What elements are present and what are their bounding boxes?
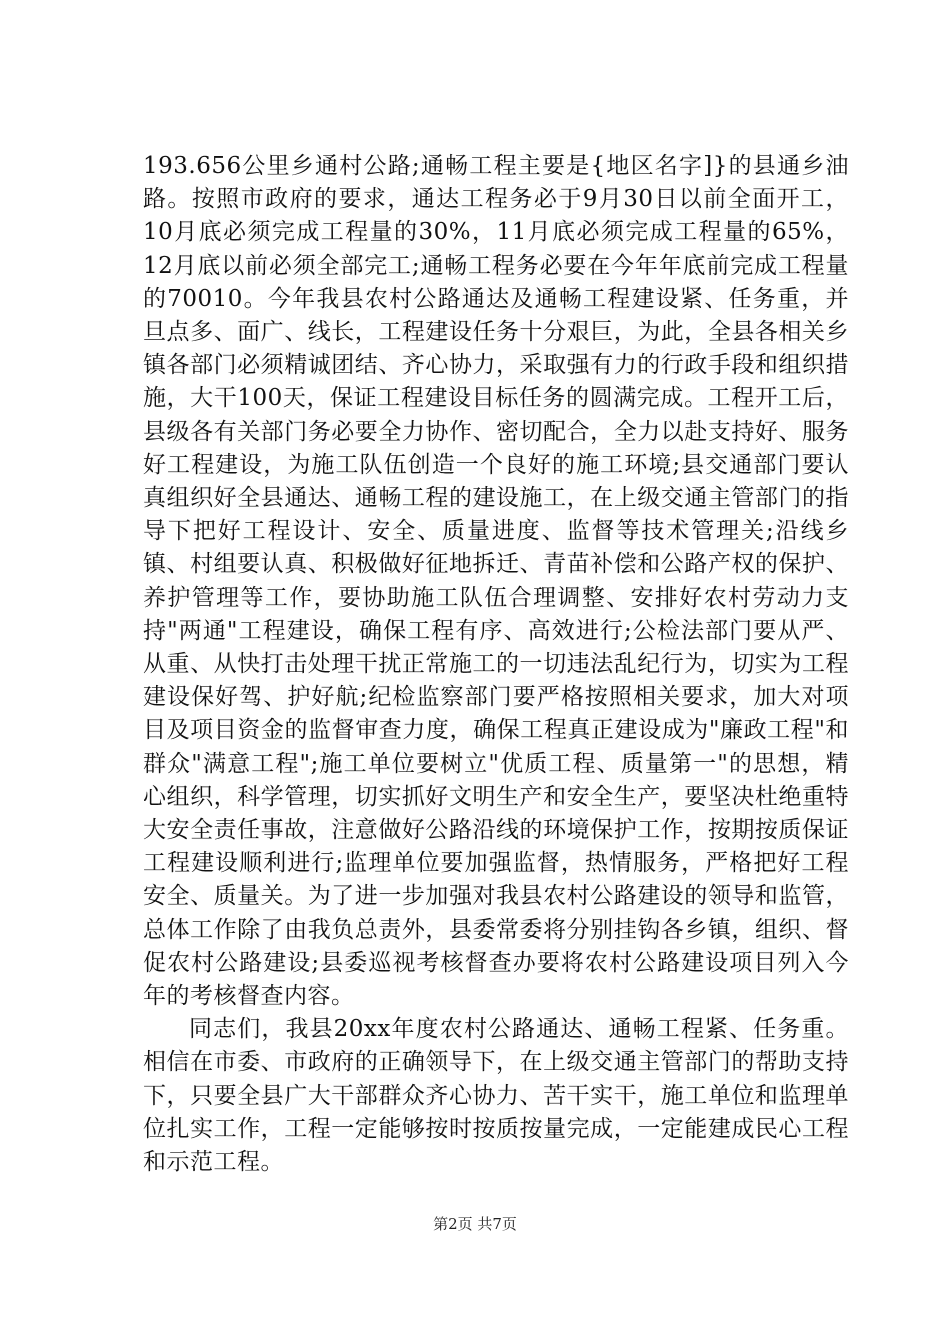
paragraph-1: 193.656公里乡通村公路;通畅工程主要是{地区名字]}的县通乡油路。按照市政府的要求，通达工程务必于9月30日以前全面开工，10月底必须完成工程量的30%，11月底必须完成工程量的65%，12月底以前必须全部完工;通畅工程务必要在今年年底前完成工程量的70010。今年我县农村公路通达及通畅工程建设紧、任务重，并旦点多、面广、线长，工程建设任务十分艰巨，为此，全县各相关乡镇各部门必须精诚团结、齐心协力，采取强有力的行政手段和组织措施，大干100天，保证工程建设目标任务的圆满完成。工程开工后，县级各有关部门务必要全力协作、密切配合，全力以赴支持好、服务好工程建设，为施工队伍创造一个良好的施工环境;县交通部门要认真组织好全县通达、通畅工程的建设施工，在上级交通主管部门的指导下把好工程设计、安全、质量进度、监督等技术管理关;沿线乡镇、村组要认真、积极做好征地拆迁、青苗补偿和公路产权的保护、养护管理等工作，要协助施工队伍合理调整、安排好农村劳动力支持"两通"工程建设，确保工程有序、高效进行;公检法部门要从严、从重、从快打击处理干扰正常施工的一切违法乱纪行为，切实为工程建设保好驾、护好航;纪检监察部门要严格按照相关要求，加大对项目及项目资金的监督审查力度，确保工程真正建设成为"廉政工程"和群众"满意工程";施工单位要树立"优质工程、质量第一"的思想，精心组织，科学管理，切实抓好文明生产和安全生产，要坚决杜绝重特大安全责任事故，注意做好公路沿线的环境保护工作，按期按质保证工程建设顺利进行;监理单位要加强监督，热情服务，严格把好工程安全、质量关。为了进一步加强对我县农村公路建设的领导和监管，总体工作除了由我负总责外，县委常委将分别挂钩各乡镇，组织、督促农村公路建设;县委巡视考核督查办要将农村公路建设项目列入今年的考核督查内容。 — [143, 153, 849, 1010]
document-body — [143, 150, 849, 1179]
paragraph-2: 同志们，我县20xx年度农村公路通达、通畅工程紧、任务重。相信在市委、市政府的正确领导下，在上级交通主管部门的帮助支持下，只要全县广大干部群众齐心协力、苦干实干，施工单位和监理单位扎实工作，工程一定能够按时按质按量完成，一定能建成民心工程和示范工程。 — [143, 1016, 849, 1176]
page-footer: 第2页 共7页 — [433, 1215, 517, 1233]
